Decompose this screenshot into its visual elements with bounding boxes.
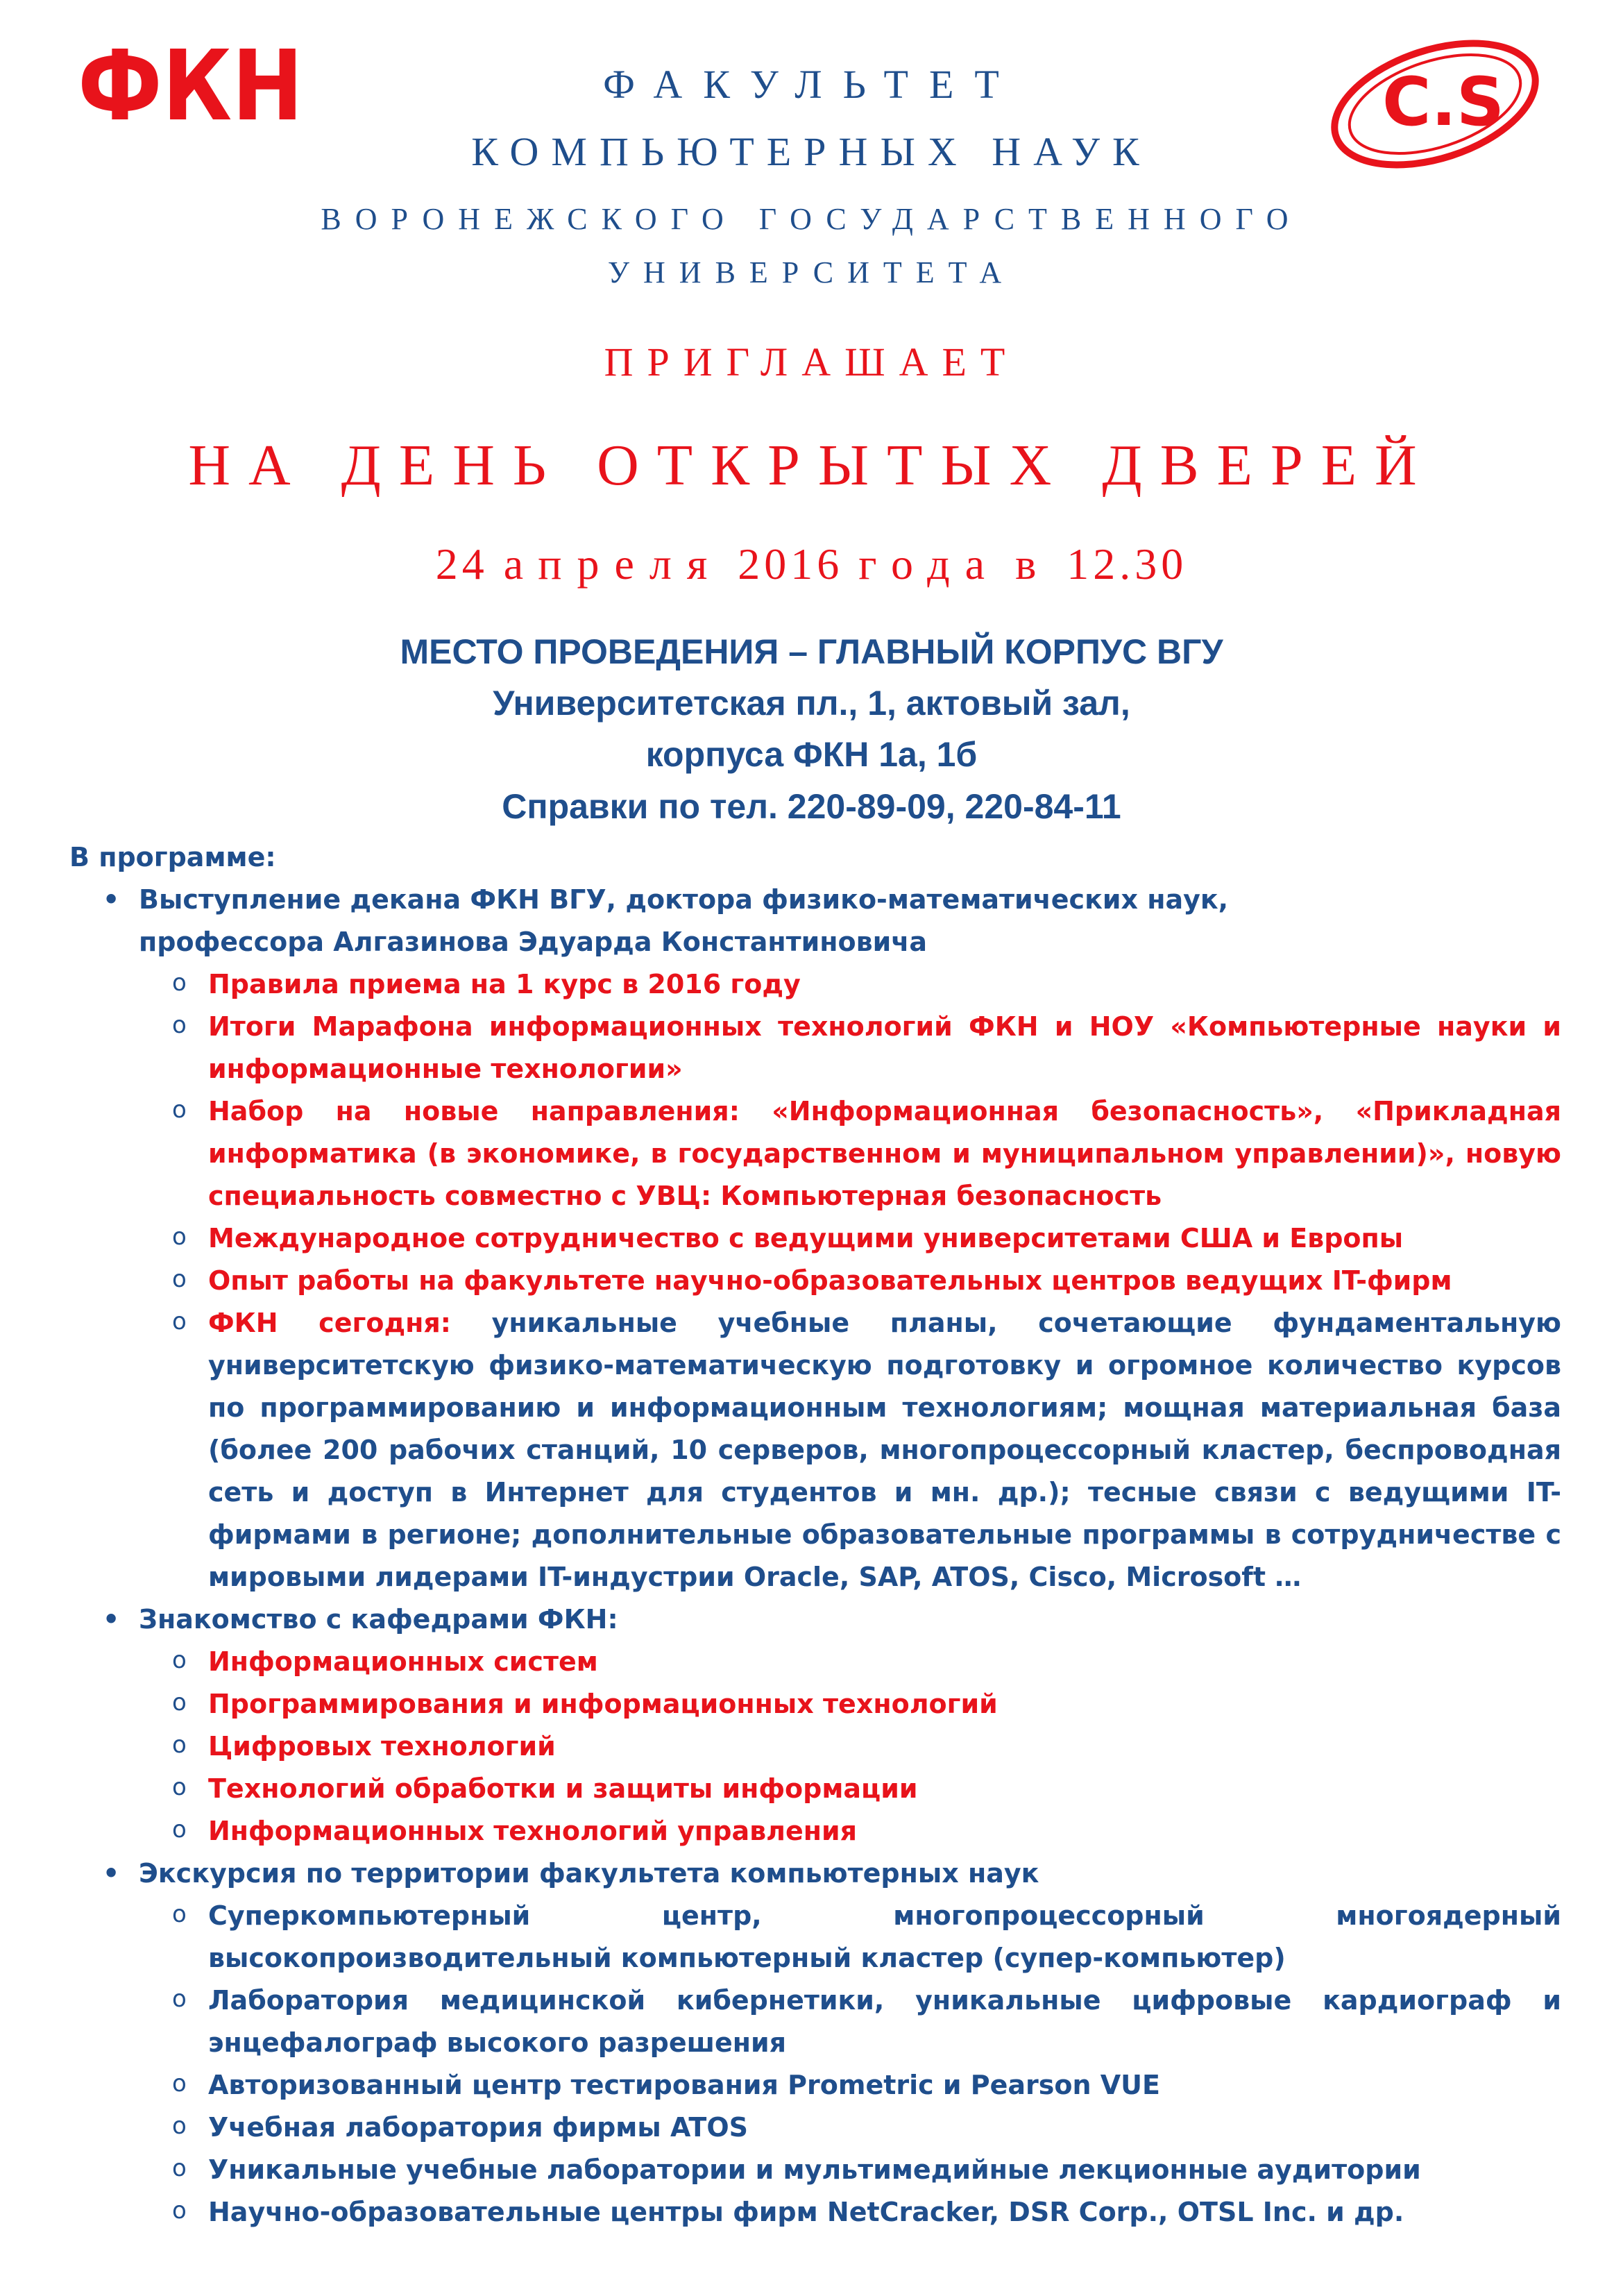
departments-title: Знакомство с кафедрами ФКН: xyxy=(139,1604,618,1635)
list-item: o Информационных систем xyxy=(139,1641,1561,1683)
cs-logo-text: C.S xyxy=(1382,63,1505,141)
date-month: апреля xyxy=(503,539,723,589)
list-item: o Научно-образовательные центры фирм NetCracker, DSR Corp., OTSL Inc. и др. xyxy=(139,2191,1561,2234)
date-day: 24 xyxy=(435,539,488,589)
program-title: В программе: xyxy=(69,842,276,872)
list-item: o Лаборатория медицинской кибернетики, уникальные цифровые кардиограф и энцефалограф высокого разрешения xyxy=(139,1980,1561,2064)
university-heading: УНИВЕРСИТЕТА xyxy=(607,255,1016,289)
venue-title: МЕСТО ПРОВЕДЕНИЯ – ГЛАВНЫЙ КОРПУС ВГУ xyxy=(400,632,1223,671)
fkn-logo-text: ФКН xyxy=(78,30,303,143)
date-prep: в xyxy=(1015,539,1052,589)
list-item: o Технологий обработки и защиты информации xyxy=(139,1768,1561,1810)
list-item-departments xyxy=(69,1598,1561,1852)
faculty-heading: ФАКУЛЬТЕТ xyxy=(603,62,1020,107)
list-item: o Набор на новые направления: «Информационная безопасность», «Прикладная информатика (в экономике, в государственном и муниципальном управлении)», новую специальность совместно с УВЦ: Компьютерная безопасность xyxy=(139,1090,1561,1217)
date-word: года xyxy=(858,539,1001,589)
list-item: o Программирования и информационных технологий xyxy=(139,1683,1561,1725)
dean-topics xyxy=(139,963,1561,1598)
list-item-tour xyxy=(69,1852,1561,2234)
program-list xyxy=(69,879,1561,2234)
open-day-title: НА ДЕНЬ ОТКРЫТЫХ ДВЕРЕЙ xyxy=(188,433,1435,498)
list-item: o Международное сотрудничество с ведущими университетами США и Европы xyxy=(139,1217,1561,1260)
list-item-dean xyxy=(69,879,1561,1598)
list-item: o Опыт работы на факультете научно-образовательных центров ведущих IT-фирм xyxy=(139,1260,1561,1302)
dean-line-2: профессора Алгазинова Эдуарда Константиновича xyxy=(139,927,928,957)
tour-list xyxy=(139,1895,1561,2234)
venue-address: Университетская пл., 1, актовый зал, xyxy=(493,684,1130,723)
list-item: o Правила приема на 1 курс в 2016 году xyxy=(139,963,1561,1006)
list-item: o Цифровых технологий xyxy=(139,1725,1561,1768)
list-item: o Информационных технологий управления xyxy=(139,1810,1561,1852)
tour-title: Экскурсия по территории факультета компьютерных наук xyxy=(139,1858,1039,1889)
date-year: 2016 xyxy=(738,539,844,589)
fkn-today-text: уникальные учебные планы, сочетающие фундаментальную университетскую физико-математическую подготовку и огромное количество курсов по программированию и информационным технологиям; мощная материальная база (более 200 рабочих станций, 10 серверов, многопроцессорный кластер, беспроводная сеть и доступ в Интернет для студентов и мн. др.); тесные связи с ведущими IT-фирмами в регионе; дополнительные образовательные программы в сотрудничестве с мировыми лидерами IT-индустрии Oracle, SAP, ATOS, Cisco, Microsoft … xyxy=(208,1308,1561,1592)
invites-heading: ПРИГЛАШАЕТ xyxy=(604,339,1019,385)
list-item: o Суперкомпьютерный центр, многопроцессорный многоядерный высокопроизводительный компьютерный кластер (супер-компьютер) xyxy=(139,1895,1561,1980)
list-item-fkn-today xyxy=(139,1302,1561,1598)
voronezh-state-heading: ВОРОНЕЖСКОГО ГОСУДАРСТВЕННОГО xyxy=(321,202,1302,236)
date-time: 12.30 xyxy=(1067,539,1188,589)
program-section xyxy=(69,836,1561,2234)
fkn-today-label: ФКН сегодня: xyxy=(208,1308,451,1338)
computer-sciences-heading: КОМПЬЮТЕРНЫХ НАУК xyxy=(471,129,1152,174)
list-item: o Итоги Марафона информационных технологий ФКН и НОУ «Компьютерные науки и информационные технологии» xyxy=(139,1006,1561,1090)
event-date xyxy=(0,539,1623,590)
venue-phones: Справки по тел. 220-89-09, 220-84-11 xyxy=(502,787,1121,826)
list-item: o Авторизованный центр тестирования Prometric и Pearson VUE xyxy=(139,2064,1561,2107)
departments-list xyxy=(139,1641,1561,1852)
venue-buildings: корпуса ФКН 1а, 1б xyxy=(645,735,978,774)
list-item: o Уникальные учебные лаборатории и мультимедийные лекционные аудитории xyxy=(139,2149,1561,2191)
dean-line-1: Выступление декана ФКН ВГУ, доктора физико-математических наук, xyxy=(139,884,1229,915)
list-item: o Учебная лаборатория фирмы ATOS xyxy=(139,2107,1561,2149)
